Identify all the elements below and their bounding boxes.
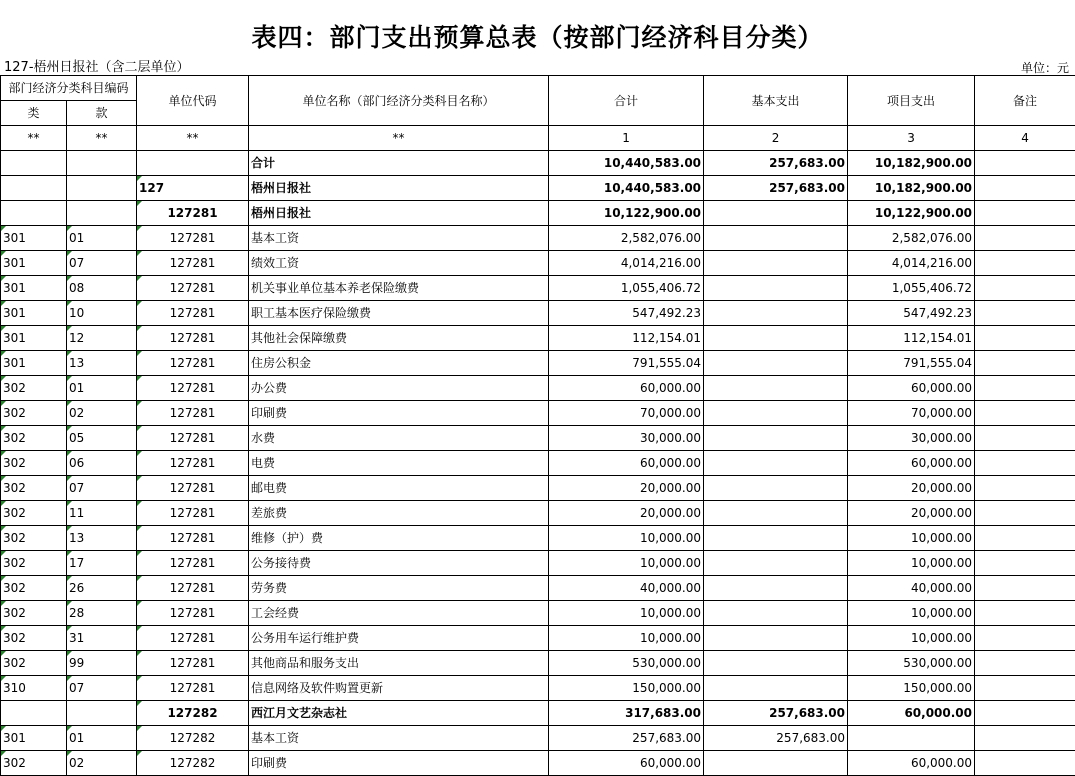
cell-note <box>975 751 1075 776</box>
cell-unit-name: 西江月文艺杂志社 <box>249 701 549 726</box>
cell-kuan: 07 <box>67 676 137 701</box>
cell-lei <box>1 201 67 226</box>
cell-unit-code: 127282 <box>137 751 249 776</box>
cell-basic <box>704 301 848 326</box>
cell-basic <box>704 326 848 351</box>
cell-kuan: 05 <box>67 426 137 451</box>
table-row <box>1 376 1075 401</box>
cell-total: 547,492.23 <box>549 301 704 326</box>
cell-kuan: 99 <box>67 651 137 676</box>
cell-project: 547,492.23 <box>848 301 975 326</box>
cell-kuan <box>67 201 137 226</box>
cell-total: 4,014,216.00 <box>549 251 704 276</box>
cell-total: 791,555.04 <box>549 351 704 376</box>
budget-table <box>0 75 1075 776</box>
cell-unit-code: 127281 <box>137 501 249 526</box>
cell-unit-code: 127281 <box>137 676 249 701</box>
cell-note <box>975 551 1075 576</box>
table-row <box>1 501 1075 526</box>
cell-basic <box>704 551 848 576</box>
cell-kuan: 07 <box>67 476 137 501</box>
cell-lei <box>1 176 67 201</box>
table-row <box>1 351 1075 376</box>
cell-lei: 302 <box>1 476 67 501</box>
cell-note <box>975 576 1075 601</box>
index-cell: ** <box>67 126 137 151</box>
table-row <box>1 476 1075 501</box>
cell-basic <box>704 426 848 451</box>
cell-kuan: 28 <box>67 601 137 626</box>
cell-kuan <box>67 701 137 726</box>
cell-kuan: 01 <box>67 376 137 401</box>
index-cell: ** <box>1 126 67 151</box>
cell-unit-name: 差旅费 <box>249 501 549 526</box>
cell-unit-code: 127281 <box>137 326 249 351</box>
cell-total: 40,000.00 <box>549 576 704 601</box>
cell-total: 1,055,406.72 <box>549 276 704 301</box>
cell-unit-name: 其他社会保障缴费 <box>249 326 549 351</box>
cell-note <box>975 426 1075 451</box>
cell-note <box>975 626 1075 651</box>
cell-total: 150,000.00 <box>549 676 704 701</box>
index-cell: 3 <box>848 126 975 151</box>
cell-project <box>848 726 975 751</box>
cell-kuan: 31 <box>67 626 137 651</box>
cell-note <box>975 201 1075 226</box>
index-row <box>1 126 1075 151</box>
cell-unit-code: 127281 <box>137 576 249 601</box>
cell-note <box>975 376 1075 401</box>
cell-total: 10,122,900.00 <box>549 201 704 226</box>
cell-unit-code: 127281 <box>137 301 249 326</box>
cell-kuan: 08 <box>67 276 137 301</box>
cell-kuan: 11 <box>67 501 137 526</box>
cell-unit-name: 公务用车运行维护费 <box>249 626 549 651</box>
cell-basic <box>704 401 848 426</box>
cell-basic <box>704 651 848 676</box>
cell-project: 60,000.00 <box>848 451 975 476</box>
table-row <box>1 176 1075 201</box>
cell-total: 20,000.00 <box>549 501 704 526</box>
cell-unit-code: 127281 <box>137 251 249 276</box>
cell-kuan: 01 <box>67 226 137 251</box>
cell-unit-code: 127281 <box>137 201 249 226</box>
cell-total: 10,000.00 <box>549 526 704 551</box>
cell-total: 10,000.00 <box>549 551 704 576</box>
table-row <box>1 251 1075 276</box>
cell-unit-code: 127281 <box>137 351 249 376</box>
cell-lei: 302 <box>1 601 67 626</box>
cell-total: 317,683.00 <box>549 701 704 726</box>
cell-unit-name: 住房公积金 <box>249 351 549 376</box>
cell-project: 10,122,900.00 <box>848 201 975 226</box>
cell-note <box>975 276 1075 301</box>
header-basic: 基本支出 <box>704 76 848 126</box>
cell-unit-name: 基本工资 <box>249 226 549 251</box>
cell-note <box>975 251 1075 276</box>
cell-unit-name: 邮电费 <box>249 476 549 501</box>
cell-project: 150,000.00 <box>848 676 975 701</box>
cell-lei: 310 <box>1 676 67 701</box>
cell-project: 60,000.00 <box>848 701 975 726</box>
cell-basic <box>704 601 848 626</box>
table-row <box>1 401 1075 426</box>
cell-total: 112,154.01 <box>549 326 704 351</box>
cell-basic <box>704 226 848 251</box>
cell-note <box>975 351 1075 376</box>
cell-lei: 302 <box>1 376 67 401</box>
cell-basic <box>704 276 848 301</box>
cell-basic <box>704 476 848 501</box>
cell-unit-code: 127281 <box>137 476 249 501</box>
cell-basic: 257,683.00 <box>704 151 848 176</box>
cell-note <box>975 501 1075 526</box>
cell-unit-code: 127281 <box>137 376 249 401</box>
cell-project: 10,182,900.00 <box>848 176 975 201</box>
cell-lei: 301 <box>1 351 67 376</box>
cell-basic: 257,683.00 <box>704 176 848 201</box>
cell-project: 10,000.00 <box>848 626 975 651</box>
header-total: 合计 <box>549 76 704 126</box>
cell-note <box>975 526 1075 551</box>
index-cell: ** <box>137 126 249 151</box>
cell-note <box>975 401 1075 426</box>
cell-project: 10,182,900.00 <box>848 151 975 176</box>
cell-basic <box>704 201 848 226</box>
cell-unit-name: 劳务费 <box>249 576 549 601</box>
cell-lei: 301 <box>1 301 67 326</box>
cell-project: 30,000.00 <box>848 426 975 451</box>
cell-kuan: 02 <box>67 401 137 426</box>
cell-unit-code <box>137 151 249 176</box>
cell-total: 10,440,583.00 <box>549 176 704 201</box>
cell-basic <box>704 376 848 401</box>
index-cell: 1 <box>549 126 704 151</box>
cell-lei: 302 <box>1 626 67 651</box>
cell-project: 10,000.00 <box>848 526 975 551</box>
cell-unit-name: 基本工资 <box>249 726 549 751</box>
cell-basic <box>704 501 848 526</box>
cell-note <box>975 326 1075 351</box>
report-subheader <box>0 56 1075 74</box>
cell-total: 10,000.00 <box>549 601 704 626</box>
cell-lei: 302 <box>1 426 67 451</box>
cell-unit-name: 梧州日报社 <box>249 201 549 226</box>
cell-note <box>975 726 1075 751</box>
header-note: 备注 <box>975 76 1075 126</box>
cell-note <box>975 476 1075 501</box>
header-row-1 <box>1 76 1075 101</box>
cell-unit-name: 印刷费 <box>249 401 549 426</box>
cell-unit-code: 127281 <box>137 226 249 251</box>
cell-unit-name: 维修（护）费 <box>249 526 549 551</box>
cell-basic <box>704 251 848 276</box>
cell-kuan: 01 <box>67 726 137 751</box>
cell-lei: 301 <box>1 226 67 251</box>
cell-kuan: 26 <box>67 576 137 601</box>
cell-unit-code: 127281 <box>137 401 249 426</box>
cell-project: 4,014,216.00 <box>848 251 975 276</box>
table-row <box>1 626 1075 651</box>
index-cell: 2 <box>704 126 848 151</box>
cell-note <box>975 176 1075 201</box>
cell-note <box>975 151 1075 176</box>
table-row <box>1 526 1075 551</box>
cell-lei: 302 <box>1 501 67 526</box>
cell-note <box>975 226 1075 251</box>
cell-basic: 257,683.00 <box>704 726 848 751</box>
header-unit-name: 单位名称（部门经济分类科目名称） <box>249 76 549 126</box>
cell-unit-name: 职工基本医疗保险缴费 <box>249 301 549 326</box>
table-row <box>1 226 1075 251</box>
cell-unit-name: 办公费 <box>249 376 549 401</box>
cell-basic <box>704 751 848 776</box>
cell-unit-name: 机关事业单位基本养老保险缴费 <box>249 276 549 301</box>
cell-project: 10,000.00 <box>848 601 975 626</box>
table-row <box>1 201 1075 226</box>
cell-unit-name: 电费 <box>249 451 549 476</box>
cell-kuan: 17 <box>67 551 137 576</box>
table-row <box>1 301 1075 326</box>
cell-project: 112,154.01 <box>848 326 975 351</box>
cell-unit-name: 水费 <box>249 426 549 451</box>
cell-lei: 302 <box>1 551 67 576</box>
cell-lei: 302 <box>1 576 67 601</box>
cell-note <box>975 701 1075 726</box>
cell-project: 10,000.00 <box>848 551 975 576</box>
cell-basic <box>704 451 848 476</box>
cell-basic <box>704 626 848 651</box>
table-row <box>1 651 1075 676</box>
table-row <box>1 751 1075 776</box>
cell-lei: 302 <box>1 401 67 426</box>
cell-project: 791,555.04 <box>848 351 975 376</box>
cell-unit-name: 其他商品和服务支出 <box>249 651 549 676</box>
cell-basic: 257,683.00 <box>704 701 848 726</box>
cell-lei <box>1 701 67 726</box>
cell-lei: 302 <box>1 451 67 476</box>
cell-unit-code: 127281 <box>137 626 249 651</box>
table-row <box>1 726 1075 751</box>
cell-project: 530,000.00 <box>848 651 975 676</box>
cell-unit-code: 127281 <box>137 551 249 576</box>
cell-basic <box>704 576 848 601</box>
cell-project: 60,000.00 <box>848 751 975 776</box>
cell-note <box>975 676 1075 701</box>
cell-unit-code: 127281 <box>137 276 249 301</box>
cell-unit-code: 127281 <box>137 426 249 451</box>
cell-total: 2,582,076.00 <box>549 226 704 251</box>
cell-kuan: 13 <box>67 526 137 551</box>
cell-kuan: 10 <box>67 301 137 326</box>
unit-scope: 127-梧州日报社（含二层单位） <box>4 60 190 75</box>
cell-lei: 302 <box>1 651 67 676</box>
table-row <box>1 426 1075 451</box>
cell-kuan <box>67 176 137 201</box>
cell-unit-name: 印刷费 <box>249 751 549 776</box>
index-cell: 4 <box>975 126 1075 151</box>
cell-kuan: 07 <box>67 251 137 276</box>
cell-unit-code: 127281 <box>137 601 249 626</box>
header-econ-group: 部门经济分类科目编码 <box>1 76 137 101</box>
table-body <box>1 151 1075 776</box>
table-row <box>1 451 1075 476</box>
cell-note <box>975 301 1075 326</box>
table-row <box>1 326 1075 351</box>
cell-project: 20,000.00 <box>848 501 975 526</box>
cell-lei: 301 <box>1 326 67 351</box>
cell-lei <box>1 151 67 176</box>
cell-note <box>975 451 1075 476</box>
cell-total: 10,440,583.00 <box>549 151 704 176</box>
cell-unit-name: 信息网络及软件购置更新 <box>249 676 549 701</box>
cell-total: 10,000.00 <box>549 626 704 651</box>
cell-total: 20,000.00 <box>549 476 704 501</box>
header-project: 项目支出 <box>848 76 975 126</box>
cell-kuan: 02 <box>67 751 137 776</box>
table-row <box>1 551 1075 576</box>
cell-lei: 301 <box>1 251 67 276</box>
table-row <box>1 701 1075 726</box>
cell-total: 257,683.00 <box>549 726 704 751</box>
cell-kuan: 06 <box>67 451 137 476</box>
cell-project: 1,055,406.72 <box>848 276 975 301</box>
cell-kuan: 13 <box>67 351 137 376</box>
cell-unit-name: 公务接待费 <box>249 551 549 576</box>
header-lei: 类 <box>1 101 67 126</box>
cell-total: 60,000.00 <box>549 451 704 476</box>
cell-project: 2,582,076.00 <box>848 226 975 251</box>
cell-note <box>975 651 1075 676</box>
cell-lei: 301 <box>1 726 67 751</box>
cell-unit-code: 127281 <box>137 451 249 476</box>
cell-note <box>975 601 1075 626</box>
header-kuan: 款 <box>67 101 137 126</box>
cell-unit-code: 127282 <box>137 701 249 726</box>
cell-project: 20,000.00 <box>848 476 975 501</box>
cell-basic <box>704 676 848 701</box>
cell-lei: 302 <box>1 751 67 776</box>
table-row <box>1 276 1075 301</box>
cell-unit-code: 127281 <box>137 526 249 551</box>
cell-total: 30,000.00 <box>549 426 704 451</box>
cell-lei: 302 <box>1 526 67 551</box>
cell-project: 60,000.00 <box>848 376 975 401</box>
cell-basic <box>704 526 848 551</box>
header-unit-code: 单位代码 <box>137 76 249 126</box>
cell-unit-name: 工会经费 <box>249 601 549 626</box>
cell-unit-code: 127281 <box>137 651 249 676</box>
table-row <box>1 601 1075 626</box>
table-row <box>1 576 1075 601</box>
report-title: 表四：部门支出预算总表（按部门经济科目分类） <box>251 23 824 52</box>
table-row <box>1 151 1075 176</box>
cell-project: 70,000.00 <box>848 401 975 426</box>
cell-total: 530,000.00 <box>549 651 704 676</box>
unit-label: 单位：元 <box>1020 61 1069 75</box>
cell-total: 60,000.00 <box>549 751 704 776</box>
cell-unit-name: 合计 <box>249 151 549 176</box>
cell-kuan <box>67 151 137 176</box>
cell-total: 70,000.00 <box>549 401 704 426</box>
cell-basic <box>704 351 848 376</box>
cell-unit-code: 127 <box>137 176 249 201</box>
index-cell: ** <box>249 126 549 151</box>
cell-unit-code: 127282 <box>137 726 249 751</box>
cell-lei: 301 <box>1 276 67 301</box>
cell-unit-name: 绩效工资 <box>249 251 549 276</box>
cell-project: 40,000.00 <box>848 576 975 601</box>
cell-total: 60,000.00 <box>549 376 704 401</box>
table-row <box>1 676 1075 701</box>
cell-unit-name: 梧州日报社 <box>249 176 549 201</box>
cell-kuan: 12 <box>67 326 137 351</box>
